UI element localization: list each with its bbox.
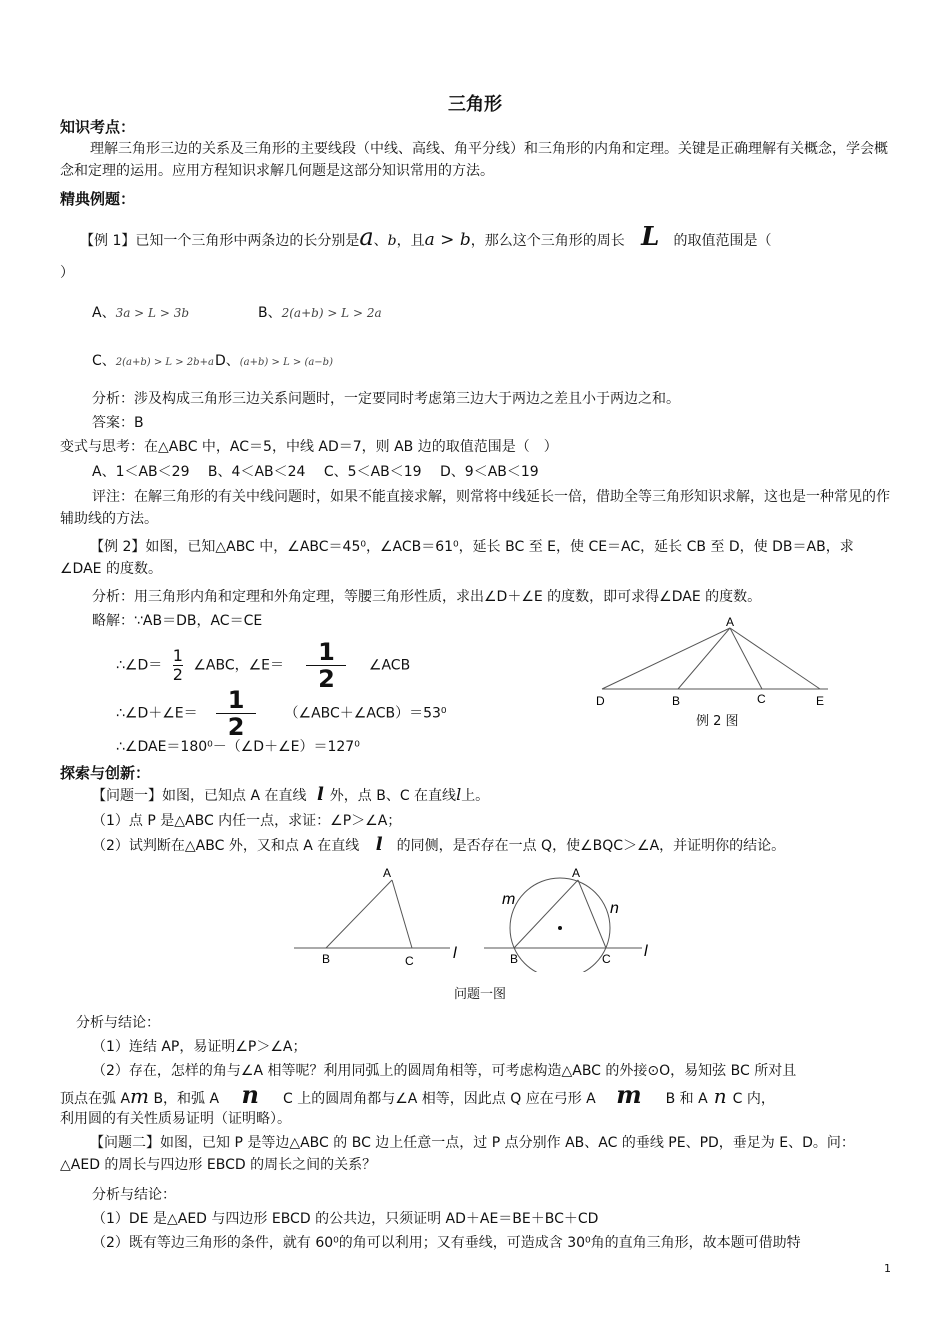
fraction-numerator: 1 xyxy=(318,638,335,666)
explore-heading: 探索与创新： xyxy=(60,764,151,782)
label-d: D xyxy=(596,694,605,708)
variant-options: A、1＜AB＜29 B、4＜AB＜24 C、5＜AB＜19 D、9＜AB＜19 xyxy=(92,464,539,480)
problem2-question: 【问题二】如图，已知 P 是等边△ABC 的 BC 边上任意一点，过 P 点分别作 AB、AC 的垂线 PE、PD，垂足为 E、D。问：△AED 的周长与四边形 EBCD 的周长之间的关系？ xyxy=(60,1135,855,1173)
fraction-denominator: 2 xyxy=(227,713,245,741)
problem1-conclusion-2a: （2）存在，怎样的角与∠A 相等呢？利用同弧上的圆周角相等，可考虑构造△ABC 的外接⊙O，易知弦 BC 所对且 xyxy=(92,1063,797,1079)
sol3-part-a: ∴∠D＋∠E＝ xyxy=(116,705,198,722)
option-d xyxy=(215,350,333,374)
fraction-denominator: 2 xyxy=(172,665,183,684)
problem1-conclusion-2c: 利用圆的有关性质易证明（证明略）。 xyxy=(60,1111,291,1127)
option-d-formula: (a+b) > L > (a−b) xyxy=(239,357,333,368)
label-b-left: B xyxy=(322,952,331,966)
segment-ab-left xyxy=(326,880,392,948)
label-m: m xyxy=(502,891,516,908)
segment-ab xyxy=(678,628,730,689)
option-d-label: D、 xyxy=(215,353,240,369)
var-l-3: l xyxy=(375,834,383,855)
page-title: 三角形 xyxy=(448,94,502,115)
problem1-q2-part-a: （2）试判断在△ABC 外，又和点 A 在直线 xyxy=(92,838,360,854)
label-c-right: C xyxy=(602,952,611,966)
c2b-part-2: B，和弧 A xyxy=(153,1091,220,1107)
sol2-part-c: ∠ACB xyxy=(368,657,411,674)
label-e: E xyxy=(816,694,825,708)
problem1-q2-part-b: 的同侧，是否存在一点 Q，使∠BQC＞∠A，并证明你的结论。 xyxy=(396,838,786,854)
knowledge-heading: 知识考点： xyxy=(60,118,136,136)
fraction-numerator: 1 xyxy=(172,646,183,665)
sol2-part-a: ∴∠D＝ xyxy=(116,657,163,674)
fraction-half-small xyxy=(173,648,183,683)
fraction-numerator: 1 xyxy=(227,686,245,714)
variant-comment: 评注：在解三角形的有关中线问题时，如果不能直接求解，则常将中线延长一倍，借助全等三角形知识求解，这也是一种常见的作辅助线的方法。 xyxy=(60,489,890,527)
problem1-part-a: 【问题一】如图，已知点 A 在直线 xyxy=(92,788,307,804)
segment-ae xyxy=(730,628,820,689)
segment-ac-left xyxy=(392,880,412,948)
option-a xyxy=(92,302,189,324)
arc-n-2: n xyxy=(713,1084,727,1108)
problem1-q1: （1）点 P 是△ABC 内任一点，求证：∠P＞∠A； xyxy=(92,813,402,829)
segment-ac xyxy=(730,628,762,689)
c2b-part-1: 顶点在弧 A xyxy=(60,1091,131,1107)
c2b-part-5: C 内， xyxy=(732,1091,775,1107)
example1-analysis: 分析：涉及构成三角形三边关系问题时，一定要同时考虑第三边大于两边之差且小于两边之和。 xyxy=(92,391,680,407)
circumcircle xyxy=(510,878,610,972)
problem2-conclusion-heading: 分析与结论： xyxy=(92,1187,176,1203)
arc-n: n xyxy=(241,1080,259,1109)
fraction-denominator: 2 xyxy=(318,665,335,693)
label-l-left: l xyxy=(453,945,457,962)
c2b-part-3: C 上的圆周角都与∠A 相等，因此点 Q 应在弓形 A xyxy=(283,1091,596,1107)
label-a-left: A xyxy=(383,866,392,880)
example2-solution-line2 xyxy=(116,640,410,691)
option-a-label: A、 xyxy=(92,305,116,321)
option-c-label: C、 xyxy=(92,353,116,369)
example1-sep: 、 xyxy=(373,233,388,249)
problem2-conclusion-1: （1）DE 是△AED 与四边形 EBCD 的公共边，只须证明 AD＋AE＝BE＋BC＋CD xyxy=(92,1211,599,1227)
arc-m-2: m xyxy=(616,1080,642,1109)
problem2-conclusion-2: （2）既有等边三角形的条件，就有 60⁰的角可以利用；又有垂线，可造成含 30⁰角的直角三角形，故本题可借助特 xyxy=(92,1235,801,1251)
problem1-conclusion-heading: 分析与结论： xyxy=(76,1015,160,1031)
option-b xyxy=(258,302,382,324)
example1-mid2: ，那么这个三角形的周长 xyxy=(470,233,625,249)
problem1-q2 xyxy=(92,834,785,857)
problem1-part-c: 上。 xyxy=(461,788,490,804)
example1-mid: ，且 xyxy=(396,233,425,249)
option-b-formula: 2(a+b) > L > 2a xyxy=(281,306,382,320)
arc-m: m xyxy=(130,1084,149,1108)
var-L: L xyxy=(641,222,660,252)
example2-solution-line1: 略解：∵AB＝DB，AC＝CE xyxy=(92,613,263,629)
examples-heading: 精典例题： xyxy=(60,190,136,208)
example2-question: 【例 2】如图，已知△ABC 中，∠ABC＝45⁰，∠ACB＝61⁰，延长 BC 至 E，使 CE＝AC，延长 CB 至 D，使 DB＝AB，求∠DAE 的度数。 xyxy=(60,539,854,577)
var-l-2: l xyxy=(456,785,462,804)
label-b-right: B xyxy=(510,952,519,966)
var-a: a xyxy=(359,223,374,251)
segment-ad xyxy=(602,628,730,689)
option-c-formula: 2(a+b) > L > 2b+a xyxy=(115,357,214,368)
var-b: b xyxy=(387,233,397,249)
label-a: A xyxy=(726,615,735,629)
problem1-figure-caption: 问题一图 xyxy=(454,987,507,1002)
condition-a-gt-b: a > b xyxy=(424,230,471,250)
variant-question: 变式与思考：在△ABC 中，AC＝5，中线 AD＝7，则 AB 边的取值范围是（ ） xyxy=(60,439,558,455)
problem1-conclusion-2b xyxy=(60,1080,775,1110)
problem1-conclusion-1: （1）连结 AP，易证明∠P＞∠A； xyxy=(92,1039,307,1055)
segment-ab-right xyxy=(514,880,578,948)
example2-solution-line4: ∴∠DAE＝180⁰－（∠D＋∠E）＝127⁰ xyxy=(116,739,360,755)
problem1-figure xyxy=(290,862,670,972)
label-n: n xyxy=(610,900,619,917)
center-o xyxy=(558,926,562,930)
example1-close-paren: ） xyxy=(60,265,74,281)
knowledge-text: 理解三角形三边的关系及三角形的主要线段（中线、高线、角平分线）和三角形的内角和定理。关键是正确理解有关概念，学会概念和定理的运用。应用方程知识求解几何题是这部分知识常用的方法。 xyxy=(60,141,888,179)
label-b: B xyxy=(672,694,681,708)
option-a-formula: 3a > L > 3b xyxy=(115,306,190,320)
label-c: C xyxy=(757,692,766,706)
fraction-half-large xyxy=(306,640,346,691)
var-l: l xyxy=(316,784,324,805)
label-c-left: C xyxy=(405,954,414,968)
example1-prefix: 【例 1】已知一个三角形中两条边的长分别是 xyxy=(80,233,360,249)
example1-answer: 答案：B xyxy=(92,415,144,431)
example1-question xyxy=(80,222,772,252)
fraction-half-large-2 xyxy=(216,688,256,739)
c2b-part-4: B 和 A xyxy=(665,1091,708,1107)
sol2-part-b: ∠ABC，∠E＝ xyxy=(193,657,285,674)
label-l-right: l xyxy=(644,943,648,960)
option-c xyxy=(92,350,214,374)
example1-suffix: 的取值范围是（ xyxy=(673,233,772,249)
problem1-part-b: 外，点 B、C 在直线 xyxy=(329,788,457,804)
page-number: 1 xyxy=(884,1262,891,1275)
example2-analysis: 分析：用三角形内角和定理和外角定理，等腰三角形性质，求出∠D＋∠E 的度数，即可求得∠DAE 的度数。 xyxy=(92,589,762,605)
example2-solution-line3 xyxy=(116,688,447,739)
problem1-question xyxy=(92,784,489,807)
option-b-label: B、 xyxy=(258,305,282,321)
sol3-part-b: （∠ABC＋∠ACB）＝53⁰ xyxy=(284,705,447,722)
label-a-right: A xyxy=(572,866,581,880)
example2-figure-caption: 例 2 图 xyxy=(696,714,739,729)
